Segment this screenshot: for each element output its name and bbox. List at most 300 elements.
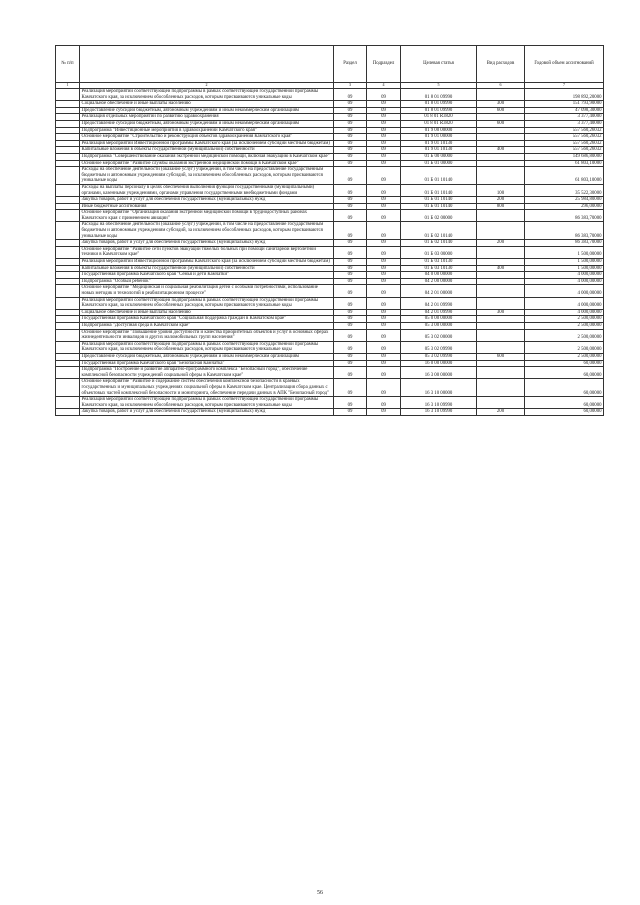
row-name-cell: Предоставление субсидий бюджетным, автономным учреждениям и иным некоммерческим организациям bbox=[80, 353, 334, 360]
row-razdel-cell: 09 bbox=[334, 197, 367, 204]
row-number-cell bbox=[56, 167, 80, 185]
row-expense-type-cell: 200 bbox=[477, 409, 525, 416]
row-target-article-cell: 05 3 02 09990 bbox=[401, 341, 477, 353]
row-razdel-cell: 09 bbox=[334, 322, 367, 329]
row-expense-type-cell: 200 bbox=[477, 240, 525, 247]
table-row bbox=[56, 329, 604, 341]
row-podrazdel-cell: 09 bbox=[367, 210, 401, 222]
row-expense-type-cell bbox=[477, 127, 525, 134]
row-amount-cell: 2 500,00000 bbox=[525, 316, 604, 323]
row-target-article-cell: 16 3 00 00000 bbox=[401, 367, 477, 379]
row-expense-type-cell bbox=[477, 89, 525, 101]
row-expense-type-cell bbox=[477, 397, 525, 409]
row-podrazdel-cell: 09 bbox=[367, 397, 401, 409]
table-row bbox=[56, 409, 604, 416]
row-target-article-cell: 01 8 01 09990 bbox=[401, 101, 477, 108]
row-number-cell bbox=[56, 367, 80, 379]
row-amount-cell: 151 793,90000 bbox=[525, 101, 604, 108]
row-razdel-cell: 09 bbox=[334, 203, 367, 210]
row-target-article-cell: 01 Б 03 00000 bbox=[401, 246, 477, 258]
row-number-cell bbox=[56, 134, 80, 141]
row-podrazdel-cell: 09 bbox=[367, 222, 401, 240]
row-target-article-cell: 01 8 01 R3820 bbox=[401, 114, 477, 121]
row-podrazdel-cell: 09 bbox=[367, 167, 401, 185]
row-name-cell: Социальное обеспечение и иные выплаты населению bbox=[80, 101, 334, 108]
table-row bbox=[56, 89, 604, 101]
row-podrazdel-cell: 09 bbox=[367, 147, 401, 154]
row-podrazdel-cell: 09 bbox=[367, 297, 401, 309]
table-row bbox=[56, 147, 604, 154]
row-number-cell bbox=[56, 329, 80, 341]
column-number: 2 bbox=[80, 83, 334, 89]
row-name-cell: Основное мероприятие "Строительство и реконструкция объектов здравоохранения Камчатского края" bbox=[80, 134, 334, 141]
row-podrazdel-cell: 09 bbox=[367, 360, 401, 367]
row-amount-cell: 296,00000 bbox=[525, 203, 604, 210]
table-header-row bbox=[56, 46, 604, 83]
row-podrazdel-cell: 09 bbox=[367, 184, 401, 196]
row-razdel-cell: 09 bbox=[334, 316, 367, 323]
row-razdel-cell: 09 bbox=[334, 147, 367, 154]
row-amount-cell: 1 500,00000 bbox=[525, 259, 604, 266]
table-row bbox=[56, 160, 604, 167]
table-row bbox=[56, 341, 604, 353]
row-expense-type-cell bbox=[477, 322, 525, 329]
row-amount-cell: 60,00000 bbox=[525, 367, 604, 379]
row-expense-type-cell: 400 bbox=[477, 147, 525, 154]
row-amount-cell: 557 560,26032 bbox=[525, 127, 604, 134]
row-amount-cell: 60,00000 bbox=[525, 397, 604, 409]
row-number-cell bbox=[56, 353, 80, 360]
row-name-cell: Подпрограмма "Совершенствование оказания экстренной медицинской помощи, включая эвакуацию в Камчатском крае" bbox=[80, 153, 334, 160]
row-amount-cell: 4 000,00000 bbox=[525, 285, 604, 297]
row-expense-type-cell bbox=[477, 360, 525, 367]
row-name-cell: Подпрограмма "Построение и развитие аппаратно-программного комплекса "Безопасный город", обеспечение комплексной безопасности учреждений социальной сферы в Камчатском крае" bbox=[80, 367, 334, 379]
row-podrazdel-cell: 09 bbox=[367, 272, 401, 279]
row-target-article-cell: 04 2 01 09990 bbox=[401, 297, 477, 309]
row-amount-cell: 25 984,80000 bbox=[525, 197, 604, 204]
row-amount-cell: 4 000,00000 bbox=[525, 278, 604, 285]
row-target-article-cell: 01 Б 02 00000 bbox=[401, 210, 477, 222]
row-podrazdel-cell: 09 bbox=[367, 285, 401, 297]
row-razdel-cell: 09 bbox=[334, 184, 367, 196]
row-target-article-cell: 01 9 01 10130 bbox=[401, 147, 477, 154]
row-number-cell bbox=[56, 322, 80, 329]
table-row bbox=[56, 278, 604, 285]
table-row bbox=[56, 297, 604, 309]
row-expense-type-cell bbox=[477, 278, 525, 285]
row-name-cell: Основное мероприятие "Развитие и содержание систем обеспечения комплексной безопасности в краевых государственных и муниципальных учреждениях социальной сферы в Камчатском крае. Централизация сбора данных с объектовых частей комплексной безопасности и мониторинга, обеспечение передачи данных в АПК "Безопасный город" bbox=[80, 379, 334, 397]
row-name-cell: Капитальные вложения в объекты государственной (муниципальной) собственности bbox=[80, 265, 334, 272]
table-row bbox=[56, 246, 604, 258]
row-target-article-cell: 16 3 10 09990 bbox=[401, 397, 477, 409]
row-expense-type-cell: 800 bbox=[477, 203, 525, 210]
table-row bbox=[56, 203, 604, 210]
row-target-article-cell: 01 Б 01 10140 bbox=[401, 197, 477, 204]
row-expense-type-cell bbox=[477, 134, 525, 141]
row-podrazdel-cell: 09 bbox=[367, 259, 401, 266]
row-razdel-cell: 09 bbox=[334, 285, 367, 297]
table-row bbox=[56, 114, 604, 121]
row-amount-cell: 2 500,00000 bbox=[525, 341, 604, 353]
row-target-article-cell: 04 2 01 00000 bbox=[401, 285, 477, 297]
row-podrazdel-cell: 09 bbox=[367, 120, 401, 127]
row-target-article-cell: 05 0 00 00000 bbox=[401, 316, 477, 323]
row-expense-type-cell: 600 bbox=[477, 353, 525, 360]
row-expense-type-cell bbox=[477, 341, 525, 353]
row-podrazdel-cell: 09 bbox=[367, 265, 401, 272]
row-razdel-cell: 09 bbox=[334, 210, 367, 222]
row-name-cell: Закупка товаров, работ и услуг для обеспечения государственных (муниципальных) нужд bbox=[80, 409, 334, 416]
page-number: 56 bbox=[317, 890, 323, 896]
row-number-cell bbox=[56, 153, 80, 160]
column-number: 6 bbox=[477, 83, 525, 89]
header-target-article: Целевая статья bbox=[401, 46, 477, 83]
row-number-cell bbox=[56, 101, 80, 108]
row-razdel-cell: 09 bbox=[334, 379, 367, 397]
row-target-article-cell: 01 Б 01 10140 bbox=[401, 167, 477, 185]
table-row bbox=[56, 184, 604, 196]
row-amount-cell: 2 500,00000 bbox=[525, 322, 604, 329]
row-expense-type-cell bbox=[477, 153, 525, 160]
row-name-cell: Иные бюджетные ассигнования bbox=[80, 203, 334, 210]
row-target-article-cell: 01 8 01 R3820 bbox=[401, 120, 477, 127]
row-name-cell: Государственная программа Камчатского края "Социальная поддержка граждан в Камчатском крае" bbox=[80, 316, 334, 323]
row-target-article-cell: 05 3 02 00000 bbox=[401, 329, 477, 341]
row-target-article-cell: 01 Б 03 10130 bbox=[401, 265, 477, 272]
table-row bbox=[56, 272, 604, 279]
row-razdel-cell: 09 bbox=[334, 265, 367, 272]
row-target-article-cell: 01 Б 01 10140 bbox=[401, 203, 477, 210]
table-row bbox=[56, 153, 604, 160]
row-podrazdel-cell: 09 bbox=[367, 160, 401, 167]
row-amount-cell: 2 500,00000 bbox=[525, 353, 604, 360]
row-number-cell bbox=[56, 107, 80, 114]
row-expense-type-cell bbox=[477, 114, 525, 121]
row-target-article-cell: 01 Б 00 00000 bbox=[401, 153, 477, 160]
row-name-cell: Реализация мероприятий соответствующей подпрограммы в рамках соответствующей государственной программы Камчатского края, за исключением обособленных расходов, которым присваиваются уникальные коды bbox=[80, 397, 334, 409]
row-expense-type-cell bbox=[477, 167, 525, 185]
row-target-article-cell: 04 2 01 09990 bbox=[401, 309, 477, 316]
row-expense-type-cell bbox=[477, 246, 525, 258]
row-razdel-cell: 09 bbox=[334, 114, 367, 121]
row-name-cell: Социальное обеспечение и иные выплаты населению bbox=[80, 309, 334, 316]
row-razdel-cell: 09 bbox=[334, 167, 367, 185]
row-podrazdel-cell: 09 bbox=[367, 197, 401, 204]
column-number: 3 bbox=[334, 83, 367, 89]
row-amount-cell: 1 500,00000 bbox=[525, 246, 604, 258]
row-name-cell: Закупка товаров, работ и услуг для обеспечения государственных (муниципальных) нужд bbox=[80, 240, 334, 247]
row-name-cell: Реализация отдельных мероприятий по развитию здравоохранения bbox=[80, 114, 334, 121]
row-number-cell bbox=[56, 127, 80, 134]
column-number: 7 bbox=[525, 83, 604, 89]
budget-table bbox=[55, 45, 604, 416]
row-podrazdel-cell: 09 bbox=[367, 140, 401, 147]
row-number-cell bbox=[56, 114, 80, 121]
row-name-cell: Реализация мероприятий Инвестиционной программы Камчатского края (за исключением субсидий местным бюджетам) bbox=[80, 140, 334, 147]
row-amount-cell: 149 686,80000 bbox=[525, 153, 604, 160]
row-podrazdel-cell: 09 bbox=[367, 367, 401, 379]
row-number-cell bbox=[56, 259, 80, 266]
row-razdel-cell: 09 bbox=[334, 160, 367, 167]
row-target-article-cell: 01 Б 02 10140 bbox=[401, 222, 477, 240]
row-amount-cell: 4 000,00000 bbox=[525, 297, 604, 309]
row-target-article-cell: 01 Б 03 10130 bbox=[401, 259, 477, 266]
row-number-cell bbox=[56, 316, 80, 323]
row-amount-cell: 557 560,26032 bbox=[525, 140, 604, 147]
table-row bbox=[56, 379, 604, 397]
row-razdel-cell: 09 bbox=[334, 278, 367, 285]
row-target-article-cell: 01 9 01 00000 bbox=[401, 134, 477, 141]
row-amount-cell: 4 000,00000 bbox=[525, 272, 604, 279]
column-number: 4 bbox=[367, 83, 401, 89]
row-name-cell: Расходы на обеспечение деятельности (оказание услуг) учреждений, в том числе на предоставление государственным бюджетным и автономным учреждениям субсидий, за исключением обособленных расходов, которым присваиваются уникальные коды bbox=[80, 222, 334, 240]
row-razdel-cell: 09 bbox=[334, 309, 367, 316]
row-name-cell: Подпрограмма "Доступная среда в Камчатском крае" bbox=[80, 322, 334, 329]
row-razdel-cell: 09 bbox=[334, 329, 367, 341]
row-amount-cell: 35 522,30000 bbox=[525, 184, 604, 196]
row-expense-type-cell: 600 bbox=[477, 107, 525, 114]
row-number-cell bbox=[56, 140, 80, 147]
row-number-cell bbox=[56, 297, 80, 309]
row-name-cell: Реализация мероприятий соответствующей подпрограммы в рамках соответствующей государственной программы Камчатского края, за исключением обособленных расходов, которым присваиваются уникальные коды bbox=[80, 89, 334, 101]
row-target-article-cell: 01 8 01 09990 bbox=[401, 107, 477, 114]
row-name-cell: Основное мероприятие "Развитие службы оказания экстренной медицинской помощи в Камчатском крае" bbox=[80, 160, 334, 167]
header-name bbox=[80, 46, 334, 83]
row-target-article-cell: 04 2 00 00000 bbox=[401, 278, 477, 285]
header-expense-type: Вид расходов bbox=[477, 46, 525, 83]
table-row bbox=[56, 101, 604, 108]
row-number-cell bbox=[56, 203, 80, 210]
row-razdel-cell: 09 bbox=[334, 297, 367, 309]
row-podrazdel-cell: 09 bbox=[367, 341, 401, 353]
row-amount-cell: 86 383,70000 bbox=[525, 210, 604, 222]
row-amount-cell: 1 500,00000 bbox=[525, 265, 604, 272]
row-number-cell bbox=[56, 246, 80, 258]
row-number-cell bbox=[56, 285, 80, 297]
column-number: 1 bbox=[56, 83, 80, 89]
table-row bbox=[56, 360, 604, 367]
table-row bbox=[56, 134, 604, 141]
row-razdel-cell: 09 bbox=[334, 101, 367, 108]
row-razdel-cell: 09 bbox=[334, 397, 367, 409]
row-number-cell bbox=[56, 222, 80, 240]
row-expense-type-cell: 600 bbox=[477, 120, 525, 127]
row-name-cell: Основное мероприятие "Медицинская и социальная реабилитация детей с особыми потребностями, использование новых методик и технологий в реабилитационном процессе" bbox=[80, 285, 334, 297]
row-name-cell: Закупка товаров, работ и услуг для обеспечения государственных (муниципальных) нужд bbox=[80, 197, 334, 204]
row-name-cell: Государственная программа Камчатского края "Безопасная Камчатка" bbox=[80, 360, 334, 367]
row-razdel-cell: 09 bbox=[334, 222, 367, 240]
row-podrazdel-cell: 09 bbox=[367, 329, 401, 341]
row-name-cell: Реализация мероприятий соответствующей подпрограммы в рамках соответствующей государственной программы Камчатского края, за исключением обособленных расходов, которым присваиваются уникальные коды bbox=[80, 341, 334, 353]
table-row bbox=[56, 127, 604, 134]
row-podrazdel-cell: 09 bbox=[367, 316, 401, 323]
row-expense-type-cell bbox=[477, 160, 525, 167]
row-amount-cell: 61 803,10000 bbox=[525, 167, 604, 185]
row-target-article-cell: 05 3 02 09990 bbox=[401, 353, 477, 360]
table-body bbox=[56, 89, 604, 416]
row-podrazdel-cell: 09 bbox=[367, 379, 401, 397]
row-expense-type-cell bbox=[477, 272, 525, 279]
row-target-article-cell: 01 8 01 09990 bbox=[401, 89, 477, 101]
row-razdel-cell: 09 bbox=[334, 120, 367, 127]
row-podrazdel-cell: 09 bbox=[367, 240, 401, 247]
row-name-cell: Предоставление субсидий бюджетным, автономным учреждениям и иным некоммерческим организациям bbox=[80, 107, 334, 114]
row-razdel-cell: 09 bbox=[334, 127, 367, 134]
row-name-cell: Реализация мероприятий соответствующей подпрограммы в рамках соответствующей государственной программы Камчатского края, за исключением обособленных расходов, которым присваиваются уникальные коды bbox=[80, 297, 334, 309]
row-amount-cell: 60,00000 bbox=[525, 409, 604, 416]
row-podrazdel-cell: 09 bbox=[367, 101, 401, 108]
table-row bbox=[56, 367, 604, 379]
row-expense-type-cell: 100 bbox=[477, 184, 525, 196]
row-podrazdel-cell: 09 bbox=[367, 278, 401, 285]
row-name-cell: Реализация мероприятий Инвестиционной программы Камчатского края (за исключением субсидий местным бюджетам) bbox=[80, 259, 334, 266]
row-expense-type-cell bbox=[477, 329, 525, 341]
row-razdel-cell: 09 bbox=[334, 240, 367, 247]
table-row bbox=[56, 140, 604, 147]
row-expense-type-cell bbox=[477, 210, 525, 222]
row-number-cell bbox=[56, 197, 80, 204]
row-name-cell: Расходы на обеспечение деятельности (оказание услуг) учреждений, в том числе на предоставление государственным бюджетным и автономным учреждениям субсидий, за исключением обособленных расходов, которым присваиваются уникальные коды bbox=[80, 167, 334, 185]
row-razdel-cell: 09 bbox=[334, 259, 367, 266]
row-razdel-cell: 09 bbox=[334, 341, 367, 353]
row-number-cell bbox=[56, 184, 80, 196]
header-num: № п/п bbox=[56, 46, 80, 83]
row-name-cell: Капитальные вложения в объекты государственной (муниципальной) собственности bbox=[80, 147, 334, 154]
table-row bbox=[56, 322, 604, 329]
row-razdel-cell: 09 bbox=[334, 107, 367, 114]
row-podrazdel-cell: 09 bbox=[367, 89, 401, 101]
row-expense-type-cell bbox=[477, 259, 525, 266]
row-number-cell bbox=[56, 272, 80, 279]
row-expense-type-cell bbox=[477, 222, 525, 240]
row-target-article-cell: 01 Б 02 10140 bbox=[401, 240, 477, 247]
row-razdel-cell: 09 bbox=[334, 360, 367, 367]
row-expense-type-cell bbox=[477, 285, 525, 297]
table-row bbox=[56, 197, 604, 204]
row-number-cell bbox=[56, 210, 80, 222]
row-podrazdel-cell: 09 bbox=[367, 127, 401, 134]
row-razdel-cell: 09 bbox=[334, 409, 367, 416]
row-target-article-cell: 01 Б 01 10140 bbox=[401, 184, 477, 196]
row-podrazdel-cell: 09 bbox=[367, 309, 401, 316]
row-target-article-cell: 01 9 01 10130 bbox=[401, 140, 477, 147]
row-name-cell: Предоставление субсидий бюджетным, автономным учреждениям и иным некоммерческим организациям bbox=[80, 120, 334, 127]
row-number-cell bbox=[56, 397, 80, 409]
row-expense-type-cell bbox=[477, 140, 525, 147]
row-podrazdel-cell: 09 bbox=[367, 322, 401, 329]
table-row bbox=[56, 210, 604, 222]
row-amount-cell: 3 377,40000 bbox=[525, 120, 604, 127]
table-row bbox=[56, 259, 604, 266]
row-expense-type-cell: 400 bbox=[477, 265, 525, 272]
row-amount-cell: 47 098,30000 bbox=[525, 107, 604, 114]
row-name-cell: Подпрограмма "Особый ребенок" bbox=[80, 278, 334, 285]
table-row bbox=[56, 316, 604, 323]
row-expense-type-cell: 300 bbox=[477, 101, 525, 108]
row-amount-cell: 86 383,70000 bbox=[525, 240, 604, 247]
row-razdel-cell: 09 bbox=[334, 89, 367, 101]
row-number-cell bbox=[56, 240, 80, 247]
row-podrazdel-cell: 09 bbox=[367, 246, 401, 258]
row-expense-type-cell: 200 bbox=[477, 197, 525, 204]
row-target-article-cell: 05 3 00 00000 bbox=[401, 322, 477, 329]
row-amount-cell: 60,00000 bbox=[525, 360, 604, 367]
row-expense-type-cell bbox=[477, 297, 525, 309]
row-expense-type-cell bbox=[477, 316, 525, 323]
row-podrazdel-cell: 09 bbox=[367, 134, 401, 141]
row-amount-cell: 60,00000 bbox=[525, 379, 604, 397]
header-podrazdel: Подраздел bbox=[367, 46, 401, 83]
row-name-cell: Подпрограмма "Инвестиционные мероприятия в здравоохранении Камчатского края" bbox=[80, 127, 334, 134]
row-amount-cell: 61 803,10000 bbox=[525, 160, 604, 167]
row-podrazdel-cell: 09 bbox=[367, 203, 401, 210]
row-expense-type-cell: 300 bbox=[477, 309, 525, 316]
row-razdel-cell: 09 bbox=[334, 353, 367, 360]
row-razdel-cell: 09 bbox=[334, 140, 367, 147]
row-number-cell bbox=[56, 309, 80, 316]
row-razdel-cell: 09 bbox=[334, 246, 367, 258]
table-row bbox=[56, 240, 604, 247]
table-row bbox=[56, 167, 604, 185]
row-amount-cell: 3 377,40000 bbox=[525, 114, 604, 121]
table-row bbox=[56, 309, 604, 316]
table-row bbox=[56, 397, 604, 409]
row-number-cell bbox=[56, 409, 80, 416]
row-razdel-cell: 09 bbox=[334, 272, 367, 279]
header-annual-amount: Годовой объем ассигнований bbox=[525, 46, 604, 83]
row-amount-cell: 2 500,00000 bbox=[525, 329, 604, 341]
row-expense-type-cell bbox=[477, 379, 525, 397]
row-amount-cell: 557 560,26032 bbox=[525, 147, 604, 154]
row-amount-cell: 86 383,70000 bbox=[525, 222, 604, 240]
table-row bbox=[56, 353, 604, 360]
table-row bbox=[56, 107, 604, 114]
row-number-cell bbox=[56, 360, 80, 367]
row-razdel-cell: 09 bbox=[334, 153, 367, 160]
row-number-cell bbox=[56, 120, 80, 127]
row-name-cell: Основное мероприятие "Развитие сети пунктов эвакуации тяжелых больных при помощи санитарной вертолетной техники в Камчатском крае" bbox=[80, 246, 334, 258]
table-row bbox=[56, 265, 604, 272]
row-razdel-cell: 09 bbox=[334, 134, 367, 141]
row-number-cell bbox=[56, 265, 80, 272]
row-target-article-cell: 01 9 00 00000 bbox=[401, 127, 477, 134]
row-number-cell bbox=[56, 379, 80, 397]
table-row bbox=[56, 285, 604, 297]
row-target-article-cell: 01 Б 01 00000 bbox=[401, 160, 477, 167]
row-number-cell bbox=[56, 160, 80, 167]
table-row bbox=[56, 120, 604, 127]
header-razdel: Раздел bbox=[334, 46, 367, 83]
row-amount-cell: 198 892,20000 bbox=[525, 89, 604, 101]
row-amount-cell: 4 000,00000 bbox=[525, 309, 604, 316]
row-number-cell bbox=[56, 147, 80, 154]
row-number-cell bbox=[56, 89, 80, 101]
row-target-article-cell: 16 0 00 00000 bbox=[401, 360, 477, 367]
row-name-cell: Основное мероприятие "Повышение уровня доступности и качества приоритетных объектов и услуг в основных сферах жизнедеятельности инвалидов и других маломобильных групп населения" bbox=[80, 329, 334, 341]
row-number-cell bbox=[56, 341, 80, 353]
row-podrazdel-cell: 09 bbox=[367, 107, 401, 114]
row-number-cell bbox=[56, 278, 80, 285]
table-row bbox=[56, 222, 604, 240]
row-podrazdel-cell: 09 bbox=[367, 153, 401, 160]
row-razdel-cell: 09 bbox=[334, 367, 367, 379]
row-podrazdel-cell: 09 bbox=[367, 353, 401, 360]
row-target-article-cell: 16 3 10 00000 bbox=[401, 379, 477, 397]
row-name-cell: Расходы на выплаты персоналу в целях обеспечения выполнения функций государственными (муниципальными) органами, казенными учреждениями, органами управления государственными внебюджетными фондами bbox=[80, 184, 334, 196]
row-amount-cell: 557 560,26032 bbox=[525, 134, 604, 141]
row-target-article-cell: 16 3 10 09990 bbox=[401, 409, 477, 416]
column-number: 5 bbox=[401, 83, 477, 89]
